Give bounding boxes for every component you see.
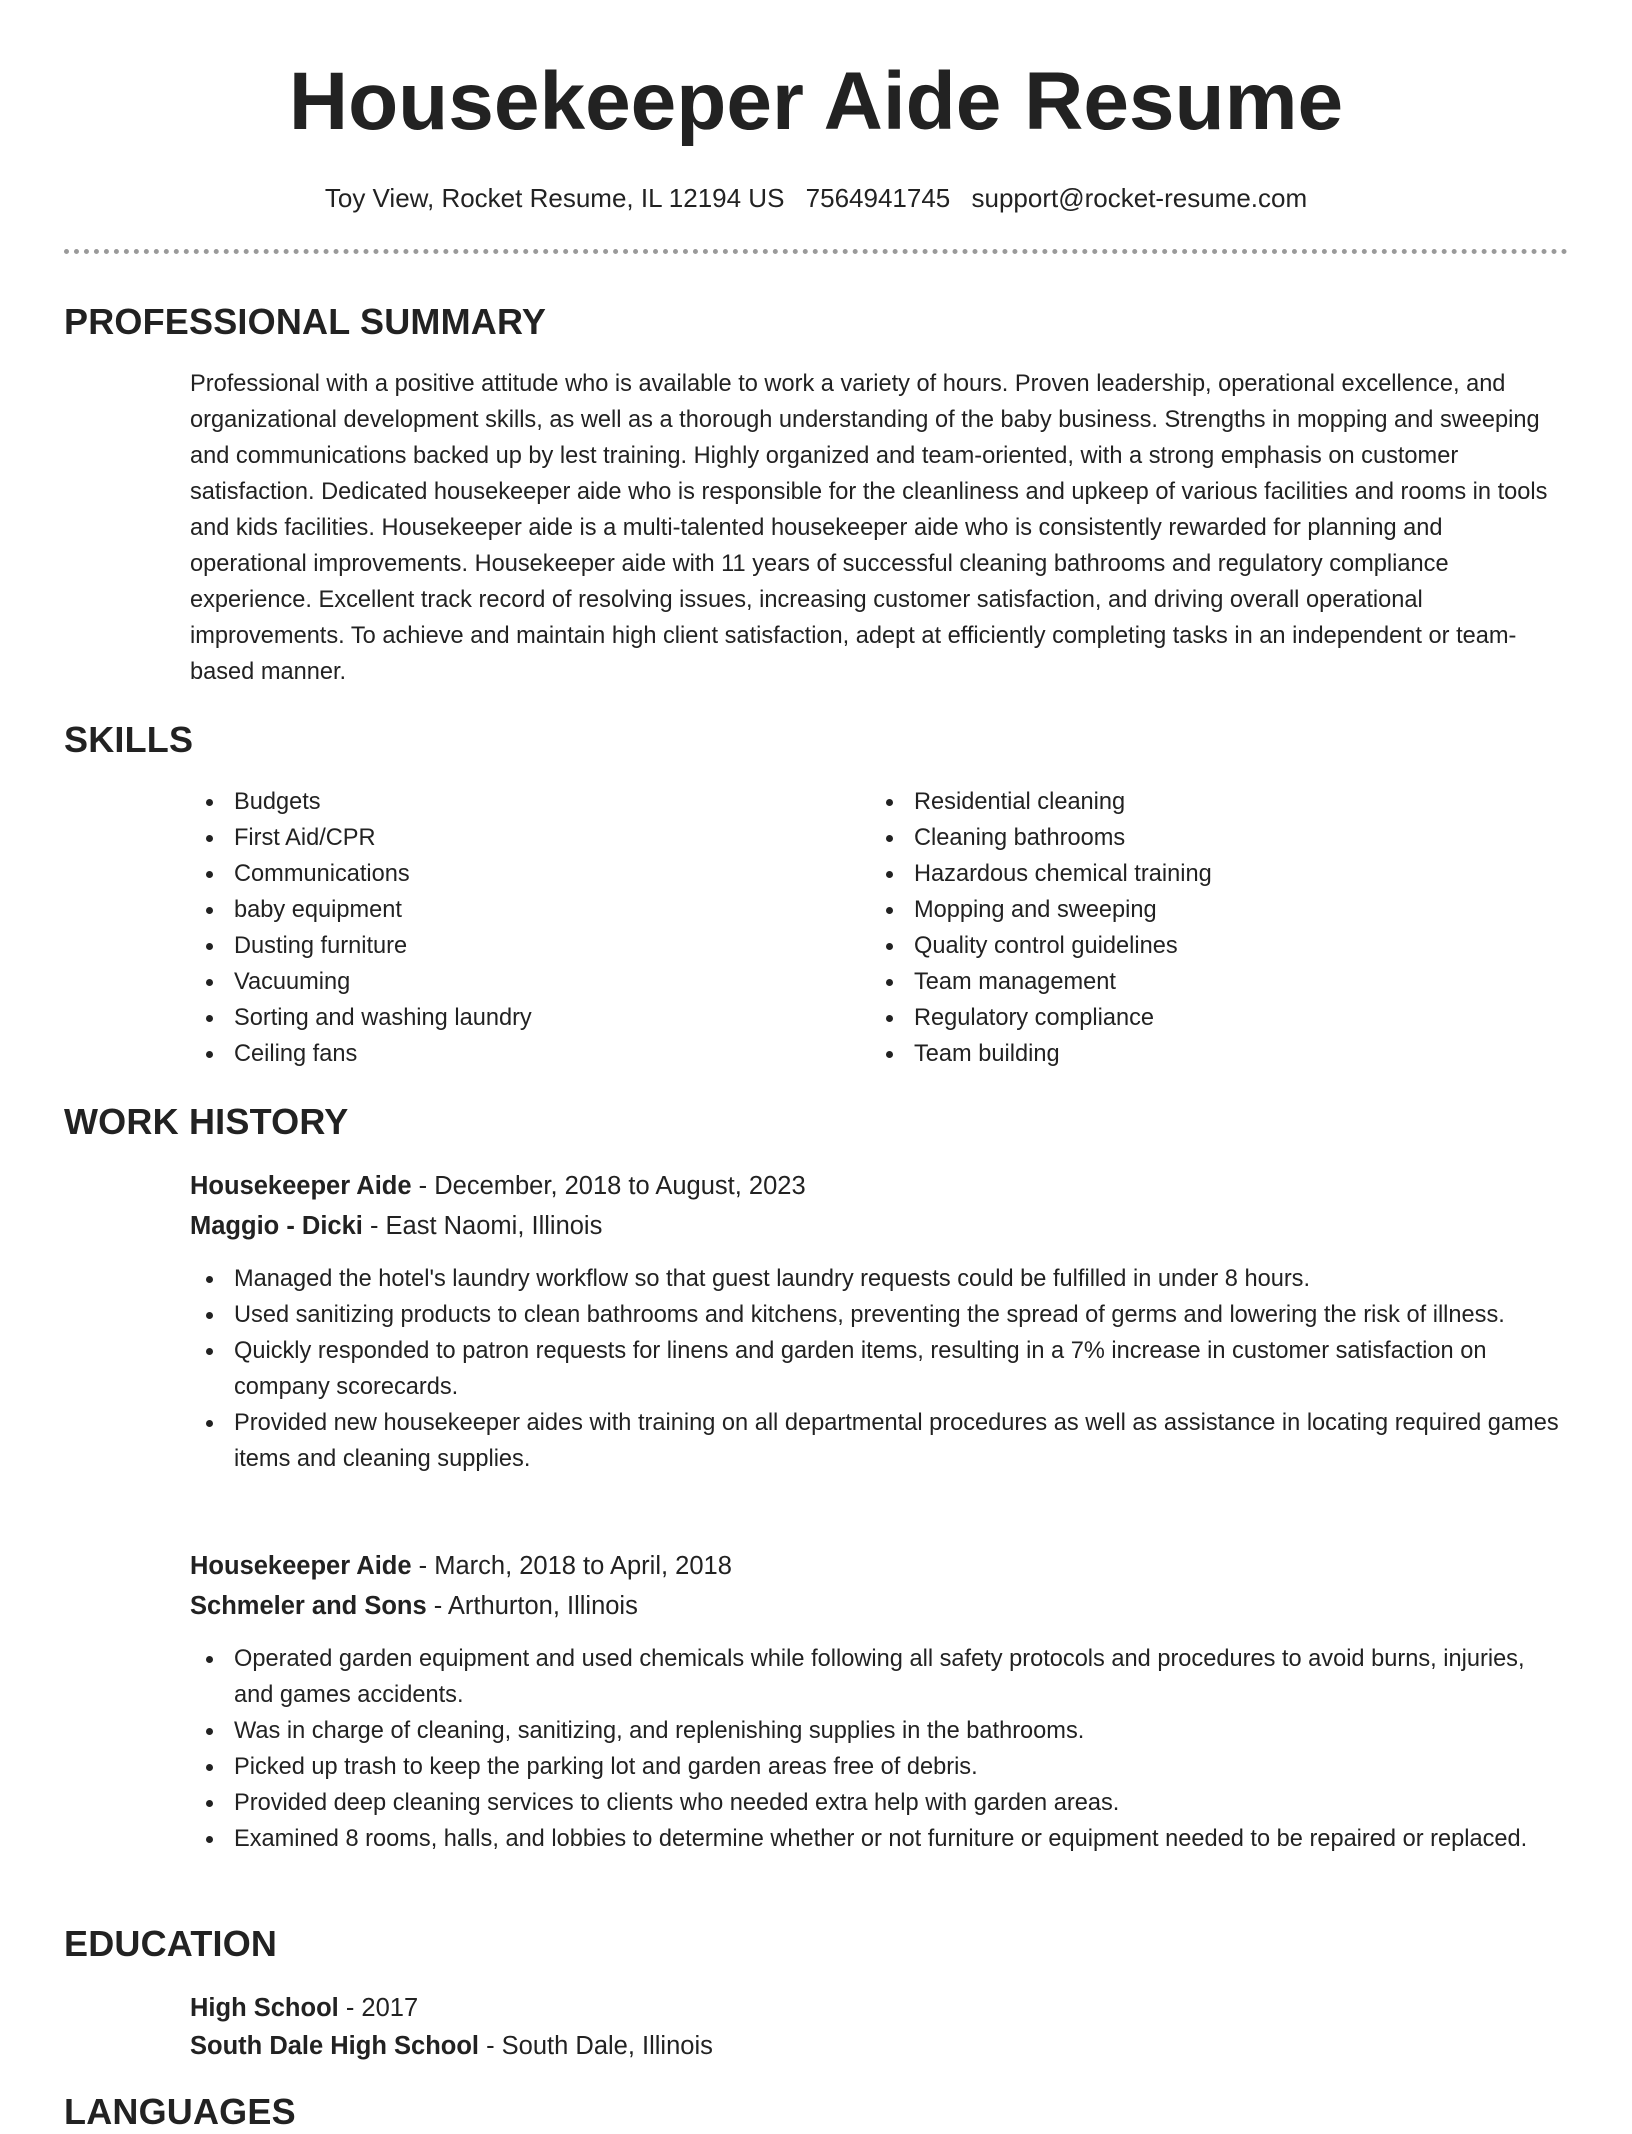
job-bullet: Operated garden equipment and used chemicals while following all safety protocols and procedures to avoid burns, injuries, and games accidents. <box>190 1641 1570 1713</box>
job-bullets <box>190 1261 1570 1477</box>
education-degree: High School <box>190 1994 339 2022</box>
education-school-line <box>190 2026 713 2066</box>
job-bullet: Examined 8 rooms, halls, and lobbies to determine whether or not furniture or equipment needed to be repaired or replaced. <box>190 1821 1570 1857</box>
job-dates: - March, 2018 to April, 2018 <box>411 1552 732 1580</box>
job-dates: - December, 2018 to August, 2023 <box>411 1172 806 1200</box>
summary-heading: PROFESSIONAL SUMMARY <box>64 301 547 342</box>
job-location: - East Naomi, Illinois <box>362 1212 603 1240</box>
job-bullet: Picked up trash to keep the parking lot and garden areas free of debris. <box>190 1749 1570 1785</box>
languages-heading: LANGUAGES <box>64 2091 296 2132</box>
job-company-line <box>190 1206 602 1246</box>
skill-item: Mopping and sweeping <box>870 892 1212 928</box>
skill-item: Budgets <box>190 784 532 820</box>
education-location: - South Dale, Illinois <box>479 2032 713 2060</box>
job-company-line <box>190 1586 638 1626</box>
job-bullet: Quickly responded to patron requests for linens and garden items, resulting in a 7% increase in customer satisfaction on company scorecards. <box>190 1333 1570 1405</box>
job-title-line <box>190 1546 732 1586</box>
job-bullet: Managed the hotel's laundry workflow so that guest laundry requests could be fulfilled in under 8 hours. <box>190 1261 1570 1297</box>
education-degree-line <box>190 1988 418 2028</box>
skill-item: Residential cleaning <box>870 784 1212 820</box>
job-bullet: Was in charge of cleaning, sanitizing, and replenishing supplies in the bathrooms. <box>190 1713 1570 1749</box>
skill-item: Sorting and washing laundry <box>190 1000 532 1036</box>
resume-title: Housekeeper Aide Resume <box>288 56 1344 147</box>
contact-address: Toy View, Rocket Resume, IL 12194 US <box>324 183 785 213</box>
skill-item: Team building <box>870 1036 1212 1072</box>
skills-heading: SKILLS <box>64 719 194 760</box>
job-title-line <box>190 1166 806 1206</box>
contact-line <box>0 180 1632 216</box>
job-bullet: Provided deep cleaning services to clients who needed extra help with garden areas. <box>190 1785 1570 1821</box>
header-divider <box>64 249 1568 254</box>
skill-item: Quality control guidelines <box>870 928 1212 964</box>
job-location: - Arthurton, Illinois <box>426 1592 638 1620</box>
skill-item: baby equipment <box>190 892 532 928</box>
skill-item: First Aid/CPR <box>190 820 532 856</box>
skill-item: Regulatory compliance <box>870 1000 1212 1036</box>
job-bullet: Used sanitizing products to clean bathrooms and kitchens, preventing the spread of germs and lowering the risk of illness. <box>190 1297 1570 1333</box>
skill-item: Ceiling fans <box>190 1036 532 1072</box>
work-history-heading: WORK HISTORY <box>64 1101 349 1142</box>
contact-phone: 7564941745 <box>805 183 951 213</box>
education-heading: EDUCATION <box>64 1923 278 1964</box>
education-school: South Dale High School <box>190 2032 480 2060</box>
skill-item: Communications <box>190 856 532 892</box>
skill-item: Cleaning bathrooms <box>870 820 1212 856</box>
job-title: Housekeeper Aide <box>190 1552 412 1580</box>
job-company: Schmeler and Sons <box>190 1592 427 1620</box>
skills-column-left <box>190 784 532 1072</box>
education-year: - 2017 <box>338 1994 419 2022</box>
job-bullets <box>190 1641 1570 1857</box>
skill-item: Vacuuming <box>190 964 532 1000</box>
skills-column-right <box>870 784 1212 1072</box>
job-title: Housekeeper Aide <box>190 1172 412 1200</box>
job-bullet: Provided new housekeeper aides with training on all departmental procedures as well as assistance in locating required games items and cleaning supplies. <box>190 1405 1570 1477</box>
skill-item: Hazardous chemical training <box>870 856 1212 892</box>
summary-text: Professional with a positive attitude who is available to work a variety of hours. Proven leadership, operational excellence, and organizational development skills, as well as a thorough understanding of the baby business. Strengths in mopping and sweeping and communications backed up by lest training. Highly organized and team-oriented, with a strong emphasis on customer satisfaction. Dedicated housekeeper aide who is responsible for the cleanliness and upkeep of various facilities and rooms in tools and kids facilities. Housekeeper aide is a multi-talented housekeeper aide who is consistently rewarded for planning and operational improvements. Housekeeper aide with 11 years of successful cleaning bathrooms and regulatory compliance experience. Excellent track record of resolving issues, increasing customer satisfaction, and driving overall operational improvements. To achieve and maintain high client satisfaction, adept at efficiently completing tasks in an independent or team-based manner. <box>190 371 1548 685</box>
skill-item: Dusting furniture <box>190 928 532 964</box>
skill-item: Team management <box>870 964 1212 1000</box>
job-company: Maggio - Dicki <box>190 1212 363 1240</box>
contact-email: support@rocket-resume.com <box>971 183 1308 213</box>
